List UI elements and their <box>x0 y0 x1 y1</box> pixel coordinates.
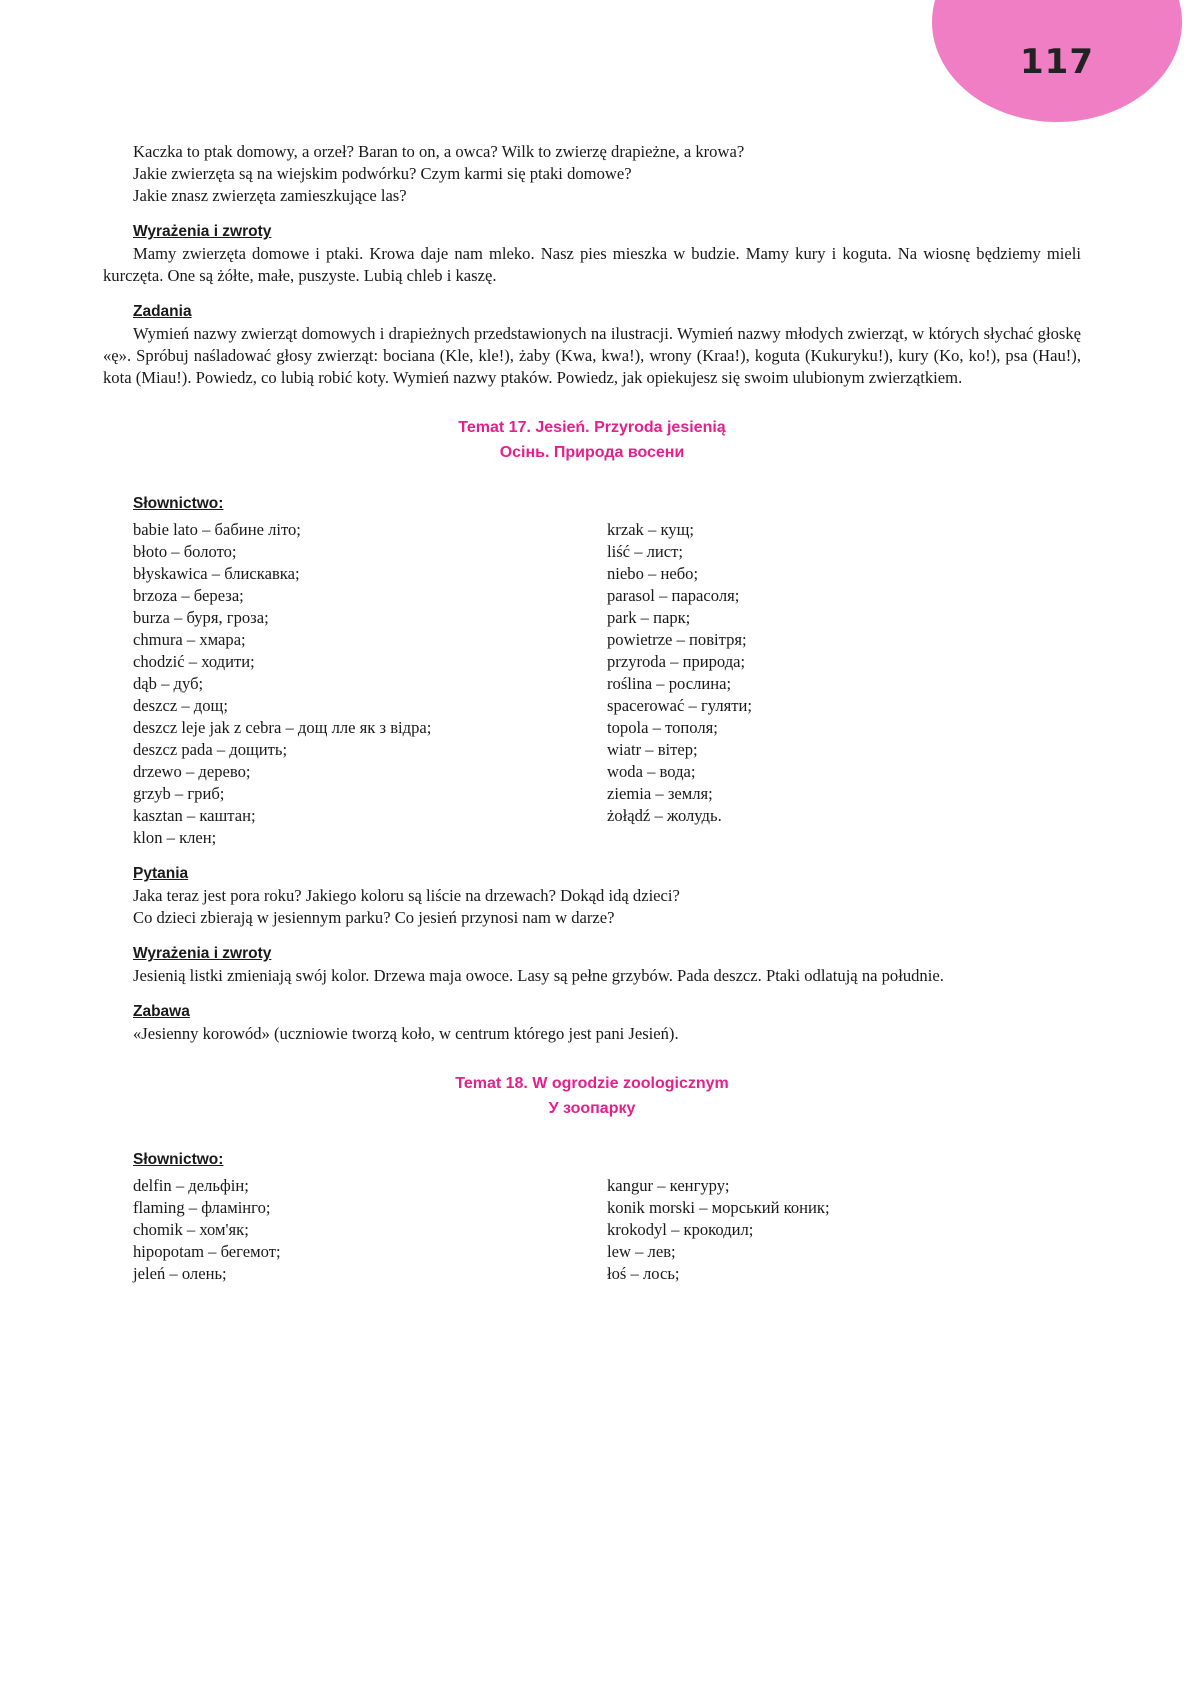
topic-18-title <box>103 1071 1081 1121</box>
vocabulary-item: parasol – парасоля; <box>607 586 740 605</box>
vocabulary-item: hipopotam – бегемот; <box>133 1242 281 1261</box>
section-game <box>103 1001 1081 1045</box>
topic-17-vocabulary <box>103 493 1081 849</box>
vocabulary-item: niebo – небо; <box>607 564 699 583</box>
vocabulary-item: deszcz – дощ; <box>133 696 228 715</box>
page-content <box>103 141 1081 1285</box>
vocabulary-column-left <box>133 519 607 849</box>
vocabulary-item: flaming – фламінго; <box>133 1198 271 1217</box>
section-heading: Zabawa <box>133 1003 190 1020</box>
vocabulary-item: deszcz pada – дощить; <box>133 740 288 759</box>
vocabulary-item: lew – лев; <box>607 1242 676 1261</box>
intro-questions <box>103 141 1081 207</box>
vocabulary-item: roślina – рослина; <box>607 674 732 693</box>
vocabulary-item: żołądź – жолудь. <box>607 806 722 825</box>
vocabulary-item: kangur – кенгуру; <box>607 1176 730 1195</box>
section-questions <box>103 863 1081 929</box>
vocabulary-item: deszcz leje jak z cebra – дощ лле як з відра; <box>133 718 432 737</box>
vocabulary-item: ziemia – земля; <box>607 784 713 803</box>
question-line: Jaka teraz jest pora roku? Jakiego koloru są liście na drzewach? Dokąd idą dzieci? <box>133 886 680 905</box>
intro-question-line: Kaczka to ptak domowy, a orzeł? Baran to on, a owca? Wilk to zwierzę drapieżne, a krowa? <box>133 142 745 161</box>
vocabulary-item: park – парк; <box>607 608 691 627</box>
vocabulary-item: brzoza – береза; <box>133 586 244 605</box>
vocabulary-item: wiatr – вітер; <box>607 740 698 759</box>
vocabulary-list <box>133 1175 1081 1285</box>
page-number: 117 <box>1020 42 1094 82</box>
intro-question-line: Jakie znasz zwierzęta zamieszkujące las? <box>133 186 407 205</box>
vocabulary-item: łoś – лось; <box>607 1264 680 1283</box>
vocabulary-item: delfin – дельфін; <box>133 1176 249 1195</box>
section-heading: Wyrażenia i zwroty <box>133 945 272 962</box>
section-text: Wymień nazwy zwierząt domowych i drapieżnych przedstawionych na ilustracji. Wymień nazwy młodych zwierząt, w których słychać głoskę «ę». Spróbuj naśladować głosy zwierząt: bociana (Kle, kle!), żaby (Kwa, kwa!), wrony (Kraa!), koguta (Kukuryku!), kury (Ko, ko!), psa (Hau!), kota (Miau!). Powiedz, co lubią robić koty. Wymień nazwy ptaków. Powiedz, jak opiekujesz się swoim ulubionym zwierzątkiem. <box>103 324 1081 387</box>
vocabulary-item: powietrze – повітря; <box>607 630 747 649</box>
vocabulary-item: chomik – хом'як; <box>133 1220 249 1239</box>
vocabulary-item: konik morski – морський коник; <box>607 1198 830 1217</box>
vocabulary-list <box>133 519 1081 849</box>
question-line: Co dzieci zbierają w jesiennym parku? Co jesień przynosi nam w darze? <box>133 908 615 927</box>
vocabulary-item: liść – лист; <box>607 542 684 561</box>
vocabulary-item: błyskawica – блискавка; <box>133 564 300 583</box>
vocabulary-item: chmura – хмара; <box>133 630 246 649</box>
topic-18-vocabulary <box>103 1149 1081 1285</box>
section-tasks <box>103 301 1081 389</box>
vocabulary-column-right <box>607 1175 1081 1285</box>
vocabulary-heading: Słownictwo: <box>133 1151 224 1168</box>
vocabulary-item: burza – буря, гроза; <box>133 608 269 627</box>
vocabulary-item: woda – вода; <box>607 762 696 781</box>
section-phrases <box>103 221 1081 287</box>
vocabulary-item: babie lato – бабине літо; <box>133 520 301 539</box>
vocabulary-item: topola – тополя; <box>607 718 718 737</box>
section-text: «Jesienny korowód» (uczniowie tworzą koło, w centrum którego jest pani Jesień). <box>133 1024 679 1043</box>
section-heading: Zadania <box>133 303 192 320</box>
vocabulary-item: przyroda – природа; <box>607 652 746 671</box>
vocabulary-item: błoto – болото; <box>133 542 237 561</box>
topic-title-pl: Temat 17. Jesień. Przyroda jesienią <box>458 419 726 436</box>
topic-17-title <box>103 415 1081 465</box>
vocabulary-item: kasztan – каштан; <box>133 806 256 825</box>
vocabulary-column-right <box>607 519 1081 849</box>
intro-question-line: Jakie zwierzęta są na wiejskim podwórku? Czym karmi się ptaki domowe? <box>133 164 632 183</box>
vocabulary-item: dąb – дуб; <box>133 674 204 693</box>
vocabulary-item: spacerować – гуляти; <box>607 696 753 715</box>
vocabulary-item: chodzić – ходити; <box>133 652 255 671</box>
section-phrases-autumn <box>103 943 1081 987</box>
vocabulary-item: jeleń – олень; <box>133 1264 227 1283</box>
questions-lines <box>103 885 1081 929</box>
vocabulary-heading: Słownictwo: <box>133 495 224 512</box>
vocabulary-item: klon – клен; <box>133 828 217 847</box>
vocabulary-item: grzyb – гриб; <box>133 784 225 803</box>
topic-title-pl: Temat 18. W ogrodzie zoologicznym <box>455 1075 729 1092</box>
vocabulary-item: krokodyl – крокодил; <box>607 1220 754 1239</box>
topic-title-ua: У зоопарку <box>548 1100 636 1117</box>
vocabulary-column-left <box>133 1175 607 1285</box>
section-heading: Pytania <box>133 865 189 882</box>
section-text: Jesienią listki zmieniają swój kolor. Drzewa maja owoce. Lasy są pełne grzybów. Pada deszcz. Ptaki odlatują na południe. <box>133 966 944 985</box>
topic-title-ua: Осінь. Природа восени <box>499 444 685 461</box>
section-text: Mamy zwierzęta domowe i ptaki. Krowa daje nam mleko. Nasz pies mieszka w budzie. Mamy kury i koguta. Na wiosnę będziemy mieli kurczęta. One są żółte, małe, puszyste. Lubią chleb i kaszę. <box>103 244 1081 285</box>
vocabulary-item: krzak – кущ; <box>607 520 694 539</box>
section-heading: Wyrażenia i zwroty <box>133 223 272 240</box>
vocabulary-item: drzewo – дерево; <box>133 762 251 781</box>
